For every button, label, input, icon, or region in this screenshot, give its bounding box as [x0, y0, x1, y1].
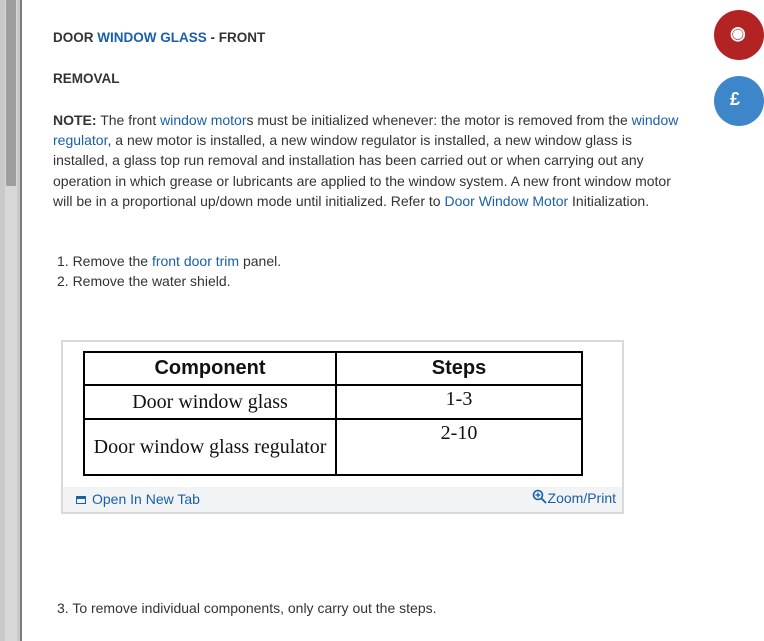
open-in-new-tab-button[interactable] [76, 491, 200, 507]
note-label: NOTE: [53, 112, 97, 128]
zoom-print-button[interactable] [532, 489, 616, 506]
fab-red-icon: ◉ [730, 23, 746, 43]
step-1-suffix: panel. [239, 253, 282, 269]
title-suffix: - FRONT [206, 30, 266, 45]
step-3: 3. To remove individual components, only carry out the steps. [57, 600, 437, 616]
cell-steps: 1-3 [336, 385, 582, 419]
table-header-row [84, 352, 582, 385]
open-in-new-tab-icon [76, 496, 86, 504]
link-window-motor[interactable]: window motor [160, 112, 247, 128]
cell-component: Door window glass [84, 385, 336, 419]
step-1-prefix: 1. Remove the [57, 253, 152, 269]
floating-action-button-blue[interactable] [714, 76, 764, 126]
section-heading: REMOVAL [53, 71, 120, 86]
link-door-window-motor[interactable]: Door Window Motor [444, 192, 569, 209]
note-text-1: The front [96, 112, 161, 128]
link-front-door-trim[interactable]: front door trim [151, 253, 240, 269]
step-2: 2. Remove the water shield. [57, 273, 231, 289]
title-prefix: DOOR [53, 30, 98, 45]
figure-toolbar [63, 487, 622, 512]
zoom-print-label: Zoom/Print [547, 490, 616, 506]
component-steps-table [83, 351, 583, 476]
title-link-window-glass[interactable]: WINDOW GLASS [97, 30, 207, 45]
table-row [84, 419, 582, 475]
note-text-3: , a new motor is installed, a new window regulator is installed, a new window glass is installed, a glass top run removal and installation has been carried out or when carrying out any operation in which grease or lubricants are applied to the window system. A new front window motor will be in a proportional up/down mode until initialized. Refer to [53, 132, 671, 209]
step-1 [57, 251, 281, 271]
cell-steps: 2-10 [336, 419, 582, 475]
note-paragraph [53, 110, 683, 211]
header-component: Component [84, 352, 336, 385]
note-text-4: Initialization. [568, 192, 650, 209]
page-title [53, 28, 265, 48]
floating-action-button-red[interactable] [714, 10, 764, 60]
link-window-regulator[interactable]: window regulator [53, 112, 679, 149]
steps-list [57, 251, 281, 291]
zoom-in-icon [532, 489, 547, 504]
table-row [84, 385, 582, 419]
open-in-new-tab-label: Open In New Tab [92, 491, 200, 507]
header-steps: Steps [336, 352, 582, 385]
figure-box [61, 340, 624, 514]
note-text-2: s must be initialized whenever: the motor is removed from the [246, 112, 632, 128]
cell-component: Door window glass regulator [84, 419, 336, 475]
scrollbar-thumb[interactable] [6, 0, 16, 186]
gutter-divider [20, 0, 22, 641]
fab-blue-icon: £ [730, 89, 741, 109]
